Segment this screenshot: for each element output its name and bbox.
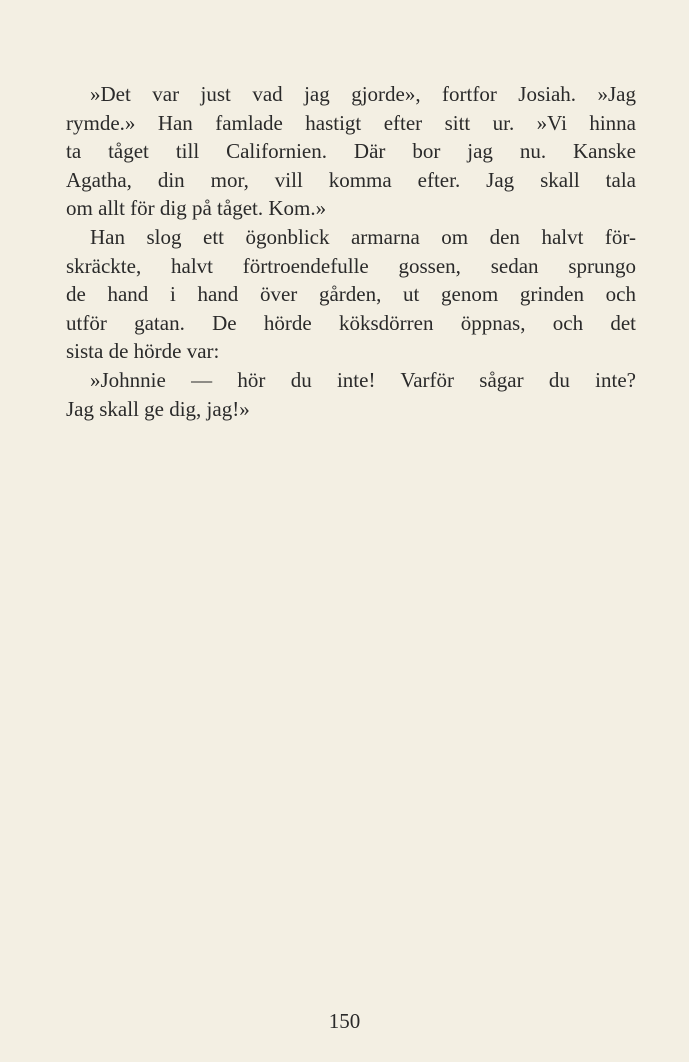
text-line: »Det var just vad jag gjorde», fortfor Josiah. »Jag [90, 82, 636, 106]
paragraph-3 [66, 366, 636, 423]
text-line: ta tåget till Californien. Där bor jag nu. Kanske [66, 139, 636, 164]
text-line: rymde.» Han famlade hastigt efter sitt ur. »Vi hinna [66, 110, 636, 135]
text-line: Han slog ett ögonblick armarna om den halvt för- [90, 224, 636, 249]
text-line: »Johnnie — hör du inte! Varför sågar du inte? [90, 367, 636, 392]
text-line: skräckte, halvt förtroendefulle gossen, sedan sprungo [66, 253, 636, 278]
text-line: sista de hörde var: [66, 339, 220, 364]
text-line: Agatha, din mor, vill komma efter. Jag skall tala [66, 167, 636, 192]
text-line: om allt för dig på tåget. Kom.» [66, 196, 327, 221]
paragraph-2 [66, 223, 636, 366]
paragraph-1 [66, 80, 636, 223]
text-line: Jag skall ge dig, jag!» [66, 396, 250, 421]
page-number: 150 [328, 1009, 361, 1033]
body-text [66, 80, 636, 423]
text-line: utför gatan. De hörde köksdörren öppnas, och det [66, 310, 636, 335]
text-line: de hand i hand över gården, ut genom grinden och [66, 282, 636, 307]
